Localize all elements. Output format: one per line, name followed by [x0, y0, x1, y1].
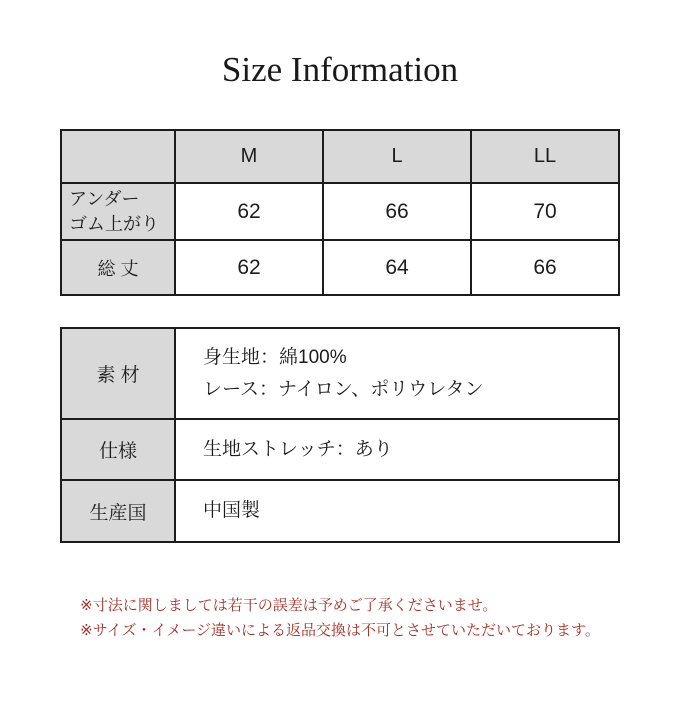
footnote-line-1: ※寸法に関しましては若干の誤差は予めご了承くださいませ。 [80, 597, 498, 614]
size-table-row-under-elastic [61, 183, 619, 240]
size-value-cell: 64 [323, 240, 471, 295]
footnotes [80, 593, 600, 643]
size-table-header-row [61, 130, 619, 183]
size-value-cell: 62 [175, 240, 323, 295]
size-value-cell: 70 [471, 183, 619, 240]
size-corner-cell [61, 130, 175, 183]
size-row-label-under-elastic [61, 183, 175, 240]
size-value-cell: 66 [471, 240, 619, 295]
size-value-cell: 62 [175, 183, 323, 240]
size-value-cell: 66 [323, 183, 471, 240]
spec-row-country [61, 480, 619, 542]
page-title: Size Information [221, 50, 459, 89]
spec-row-label-material: 素 材 [61, 328, 175, 419]
size-column-header-ll: LL [471, 130, 619, 183]
size-row-label-total-length: 総 丈 [61, 240, 175, 295]
spec-content-country: 中国製 [175, 480, 619, 542]
spec-content-line: 身生地：綿100% [203, 346, 347, 368]
spec-content-specification: 生地ストレッチ：あり [175, 419, 619, 480]
spec-row-label-country: 生産国 [61, 480, 175, 542]
spec-row-specification [61, 419, 619, 480]
spec-content-material [175, 328, 619, 419]
footnote-line-2: ※サイズ・イメージ違いによる返品交換は不可とさせていただいております。 [80, 622, 600, 639]
spec-content-line: レース：ナイロン、ポリウレタン [203, 378, 484, 400]
size-column-header-m: M [175, 130, 323, 183]
spec-row-material [61, 328, 619, 419]
size-column-header-l: L [323, 130, 471, 183]
size-table-row-total-length [61, 240, 619, 295]
size-row-label-line-2: ゴム上がり [69, 213, 159, 234]
spec-row-label-specification: 仕様 [61, 419, 175, 480]
spec-table [60, 327, 620, 543]
size-table [60, 129, 620, 296]
size-row-label-line-1: アンダー [69, 188, 140, 209]
